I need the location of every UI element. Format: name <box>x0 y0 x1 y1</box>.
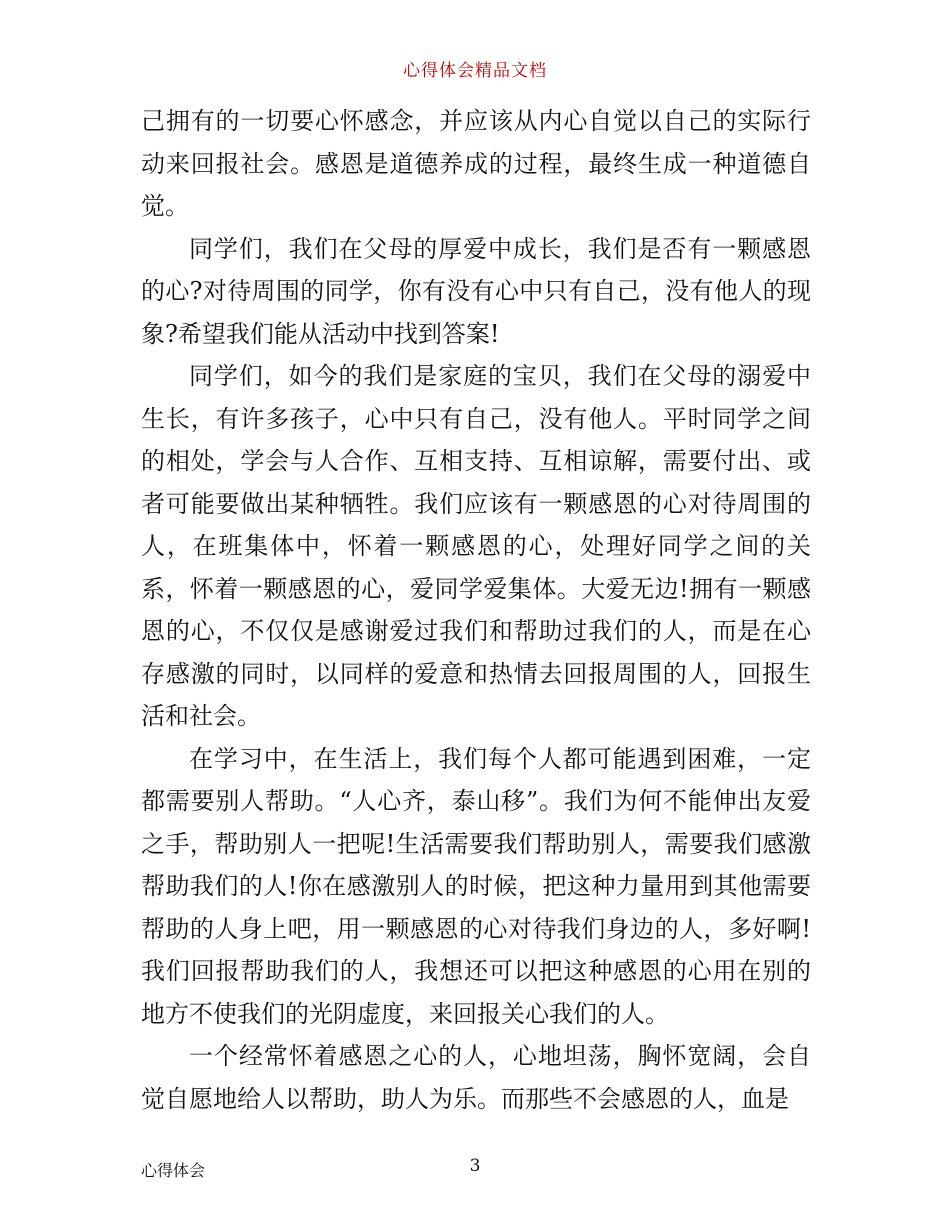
page-header-title: 心得体会精品文档 <box>403 61 547 81</box>
paragraph-5: 一个经常怀着感恩之心的人，心地坦荡，胸怀宽阔，会自觉自愿地给人以帮助，助人为乐。而那些不会感恩的人，血是 <box>141 1042 811 1113</box>
paragraph-3: 同学们，如今的我们是家庭的宝贝，我们在父母的溺爱中生长，有许多孩子，心中只有自己，没有他人。平时同学之间的相处，学会与人合作、互相支持、互相谅解，需要付出、或者可能要做出某种牺牲。我们应该有一颗感恩的心对待周围的人，在班集体中，怀着一颗感恩的心，处理好同学之间的关系，怀着一颗感恩的心，爱同学爱集体。大爱无边!拥有一颗感恩的心，不仅仅是感谢爱过我们和帮助过我们的人，而是在心存感激的同时，以同样的爱意和热情去回报周围的人，回报生活和社会。 <box>141 362 811 730</box>
paragraph-1: 己拥有的一切要心怀感念，并应该从内心自觉以自己的实际行动来回报社会。感恩是道德养成的过程，最终生成一种道德自觉。 <box>141 107 811 220</box>
page-number: 3 <box>469 1156 481 1176</box>
footer-label: 心得体会 <box>141 1161 206 1180</box>
paragraph-4: 在学习中，在生活上，我们每个人都可能遇到困难，一定都需要别人帮助。“人心齐，泰山移”。我们为何不能伸出友爱之手，帮助别人一把呢!生活需要我们帮助别人，需要我们感激帮助我们的人!你在感激别人的时候，把这种力量用到其他需要帮助的人身上吧，用一颗感恩的心对待我们身边的人，多好啊!我们回报帮助我们的人，我想还可以把这种感恩的心用在别的地方不使我们的光阴虚度，来回报关心我们的人。 <box>141 744 811 1028</box>
paragraph-2: 同学们，我们在父母的厚爱中成长，我们是否有一颗感恩的心?对待周围的同学，你有没有心中只有自己，没有他人的现象?希望我们能从活动中找到答案! <box>141 234 811 348</box>
document-body <box>141 100 811 1120</box>
